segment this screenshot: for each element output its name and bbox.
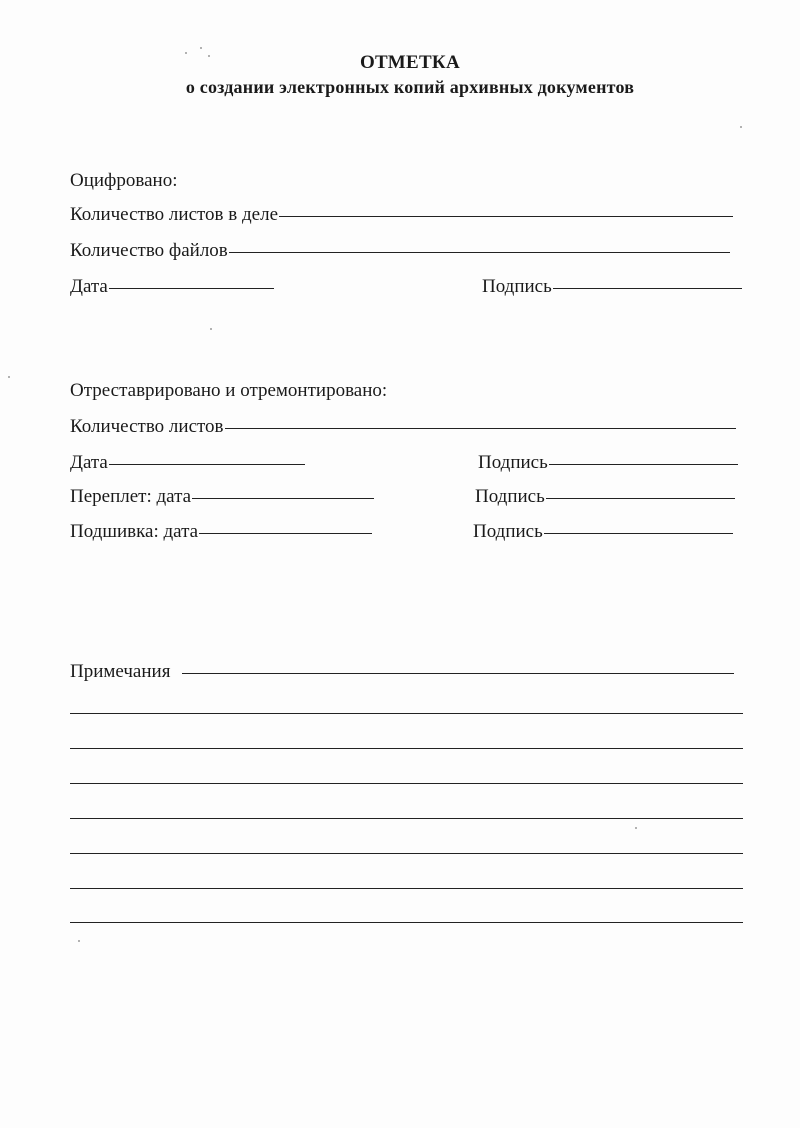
restored-date-label: Дата [70, 452, 108, 473]
digitized-sheets-row [70, 204, 733, 226]
restored-signature-row [478, 452, 738, 474]
form-title: ОТМЕТКА [359, 52, 461, 73]
binding-signature-field[interactable] [546, 498, 735, 499]
notes-row [70, 661, 734, 683]
scan-speck [78, 940, 80, 942]
notes-line[interactable] [70, 783, 743, 784]
digitized-signature-field[interactable] [553, 288, 742, 289]
sewing-signature-field[interactable] [544, 533, 733, 534]
scan-speck [200, 47, 202, 49]
digitized-sheets-field[interactable] [279, 216, 733, 217]
digitized-date-field[interactable] [109, 288, 274, 289]
sewing-date-label: Подшивка: дата [70, 521, 199, 542]
digitized-files-field[interactable] [229, 252, 730, 253]
scan-speck [210, 328, 212, 330]
restored-signature-field[interactable] [549, 464, 738, 465]
binding-date-label: Переплет: дата [70, 486, 192, 507]
form-subtitle: о создании электронных копий архивных документов [185, 77, 635, 97]
binding-date-field[interactable] [192, 498, 374, 499]
digitized-signature-label: Подпись [482, 276, 552, 297]
notes-line[interactable] [70, 888, 743, 889]
scan-speck [185, 52, 187, 54]
sewing-signature-label: Подпись [473, 521, 543, 542]
notes-line[interactable] [70, 922, 743, 923]
restored-heading-row [70, 380, 387, 402]
sewing-date-row [70, 521, 372, 543]
restored-heading: Отреставрировано и отремонтировано: [70, 380, 388, 401]
notes-field[interactable] [182, 673, 734, 674]
scan-speck [8, 376, 10, 378]
restored-sheets-row [70, 416, 736, 438]
digitized-date-row [70, 276, 274, 298]
binding-signature-label: Подпись [475, 486, 545, 507]
restored-signature-label: Подпись [478, 452, 548, 473]
binding-signature-row [475, 486, 735, 508]
digitized-date-label: Дата [70, 276, 108, 297]
digitized-heading: Оцифровано: [70, 170, 178, 191]
digitized-files-row [70, 240, 730, 262]
notes-line[interactable] [70, 713, 743, 714]
notes-line[interactable] [70, 818, 743, 819]
scan-speck [208, 55, 210, 57]
restored-sheets-field[interactable] [225, 428, 736, 429]
restored-sheets-label: Количество листов [70, 416, 224, 437]
restored-date-row [70, 452, 305, 474]
binding-date-row [70, 486, 374, 508]
sewing-date-field[interactable] [199, 533, 372, 534]
notes-label: Примечания [70, 661, 171, 682]
sewing-signature-row [473, 521, 733, 543]
notes-line[interactable] [70, 853, 743, 854]
scan-speck [740, 126, 742, 128]
digitized-heading-row [70, 170, 177, 192]
restored-date-field[interactable] [109, 464, 305, 465]
notes-line[interactable] [70, 748, 743, 749]
digitized-sheets-label: Количество листов в деле [70, 204, 279, 225]
scan-speck [635, 827, 637, 829]
digitized-files-label: Количество файлов [70, 240, 228, 261]
digitized-signature-row [482, 276, 742, 298]
